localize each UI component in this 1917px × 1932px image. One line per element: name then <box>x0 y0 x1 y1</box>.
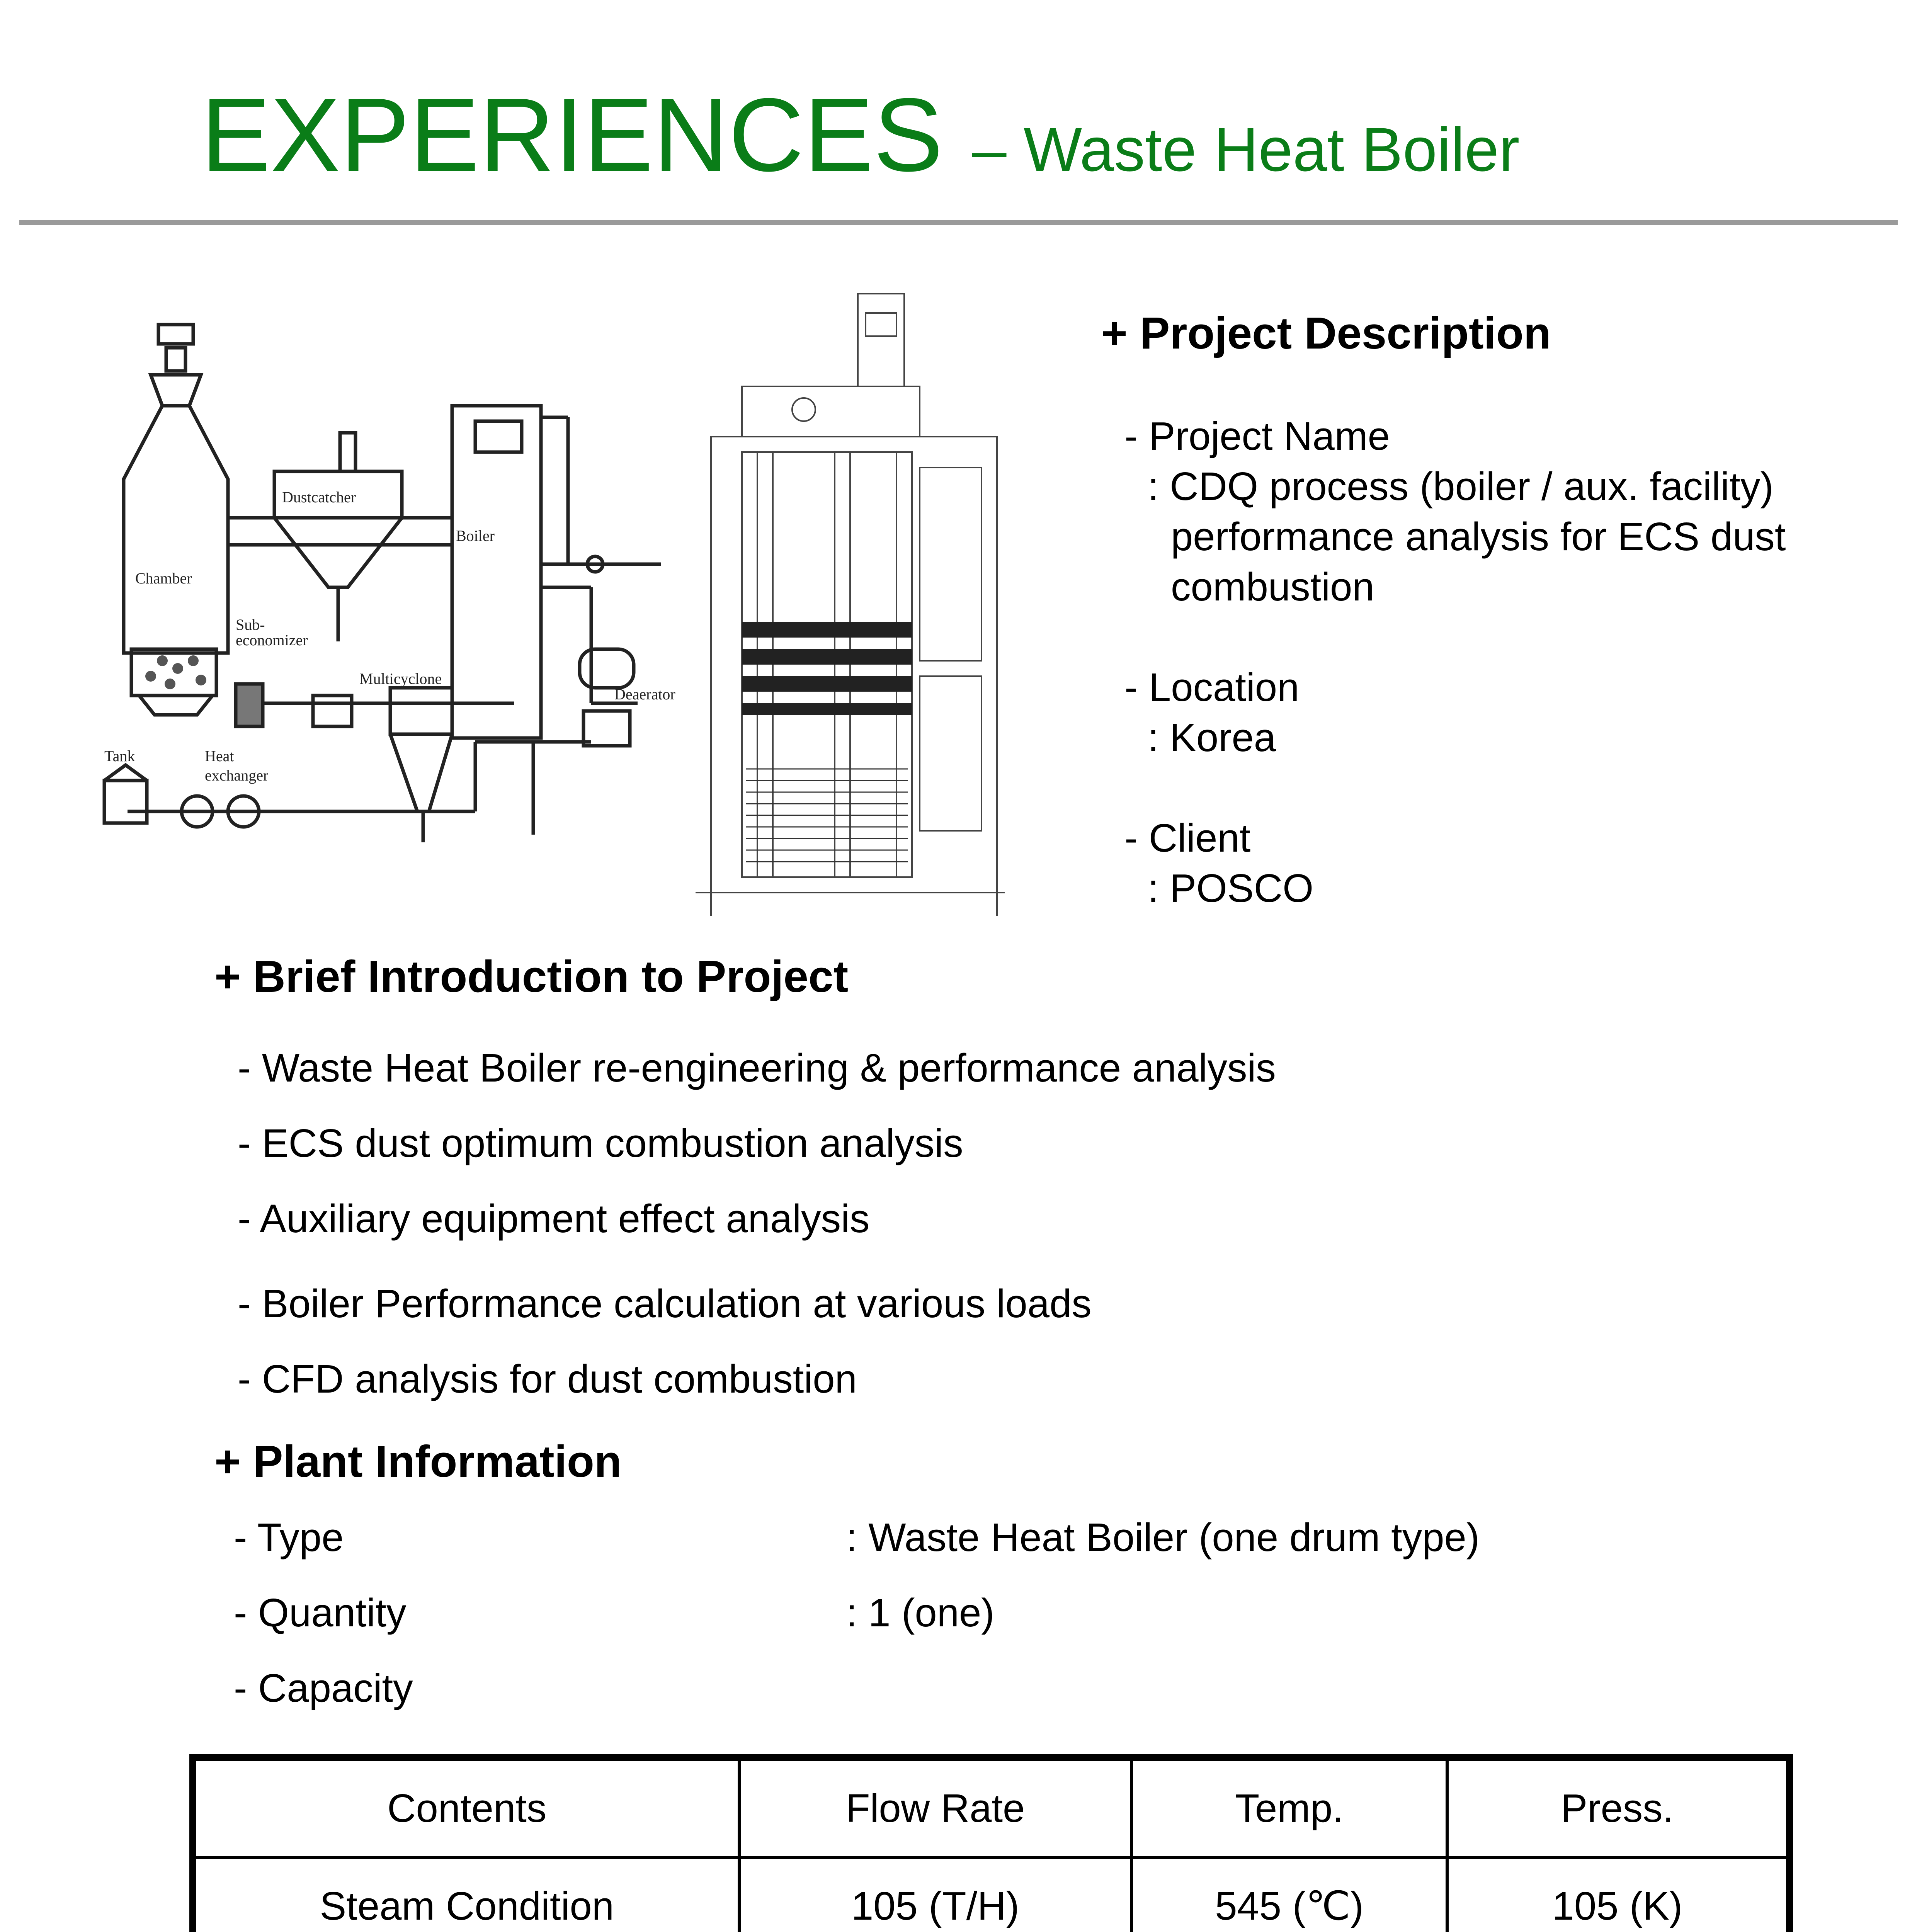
header-rule <box>19 220 1898 225</box>
table-header-cell: Press. <box>1447 1758 1789 1857</box>
quantity-label: - Quantity <box>234 1590 407 1635</box>
boiler-elevation-drawing <box>696 290 1005 916</box>
label-chamber: Chamber <box>135 570 192 587</box>
table-header-row <box>193 1758 1789 1857</box>
label-tank: Tank <box>104 747 135 765</box>
label-heat: Heat <box>205 747 234 765</box>
brief-intro-item: - Waste Heat Boiler re-engineering & performance analysis <box>238 1046 1276 1090</box>
brief-intro-item: - CFD analysis for dust combustion <box>238 1357 857 1401</box>
title-subtitle: – Waste Heat Boiler <box>972 115 1520 184</box>
table-header-cell: Flow Rate <box>739 1758 1132 1857</box>
project-description-heading: + Project Description <box>1101 308 1551 358</box>
boiler-elevation-svg <box>696 290 1005 916</box>
client-value: : POSCO <box>1148 866 1314 910</box>
project-name-line-1: : CDQ process (boiler / aux. facility) <box>1148 464 1774 509</box>
project-name-label: - Project Name <box>1124 414 1390 458</box>
label-exchanger: exchanger <box>205 767 269 784</box>
label-deaerator: Deaerator <box>614 685 675 703</box>
type-value: : Waste Heat Boiler (one drum type) <box>846 1515 1480 1560</box>
type-label: - Type <box>234 1515 344 1560</box>
table-row <box>193 1857 1789 1932</box>
quantity-value: : 1 (one) <box>846 1590 995 1635</box>
capacity-table <box>189 1754 1793 1932</box>
plant-info-heading: + Plant Information <box>214 1436 622 1486</box>
table-cell: 105 (K) <box>1447 1857 1789 1932</box>
location-label: - Location <box>1124 665 1300 709</box>
project-name-line-2: performance analysis for ECS dust <box>1171 514 1786 559</box>
label-boiler: Boiler <box>456 527 495 544</box>
brief-intro-item: - Auxiliary equipment effect analysis <box>238 1196 870 1241</box>
label-sub-economizer-2: economizer <box>236 631 308 649</box>
brief-intro-item: - Boiler Performance calculation at various loads <box>238 1281 1092 1326</box>
table-cell: Steam Condition <box>193 1857 739 1932</box>
process-schematic-svg <box>89 317 692 873</box>
label-dustcatcher: Dustcatcher <box>282 488 356 506</box>
brief-intro-heading: + Brief Introduction to Project <box>214 951 849 1002</box>
table-cell: 105 (T/H) <box>739 1857 1132 1932</box>
page-title <box>201 77 1520 193</box>
label-sub-economizer: Sub- <box>236 616 265 633</box>
table-cell: 545 (℃) <box>1131 1857 1447 1932</box>
table-header-cell: Contents <box>193 1758 739 1857</box>
title-main: EXPERIENCES <box>201 77 943 193</box>
brief-intro-item: - ECS dust optimum combustion analysis <box>238 1121 963 1165</box>
process-schematic <box>89 317 692 873</box>
table-header-cell: Temp. <box>1131 1758 1447 1857</box>
client-label: - Client <box>1124 816 1251 860</box>
capacity-label: - Capacity <box>234 1666 413 1710</box>
label-multicyclone: Multicyclone <box>359 670 442 687</box>
location-value: : Korea <box>1148 715 1276 760</box>
project-name-line-3: combustion <box>1171 565 1374 609</box>
